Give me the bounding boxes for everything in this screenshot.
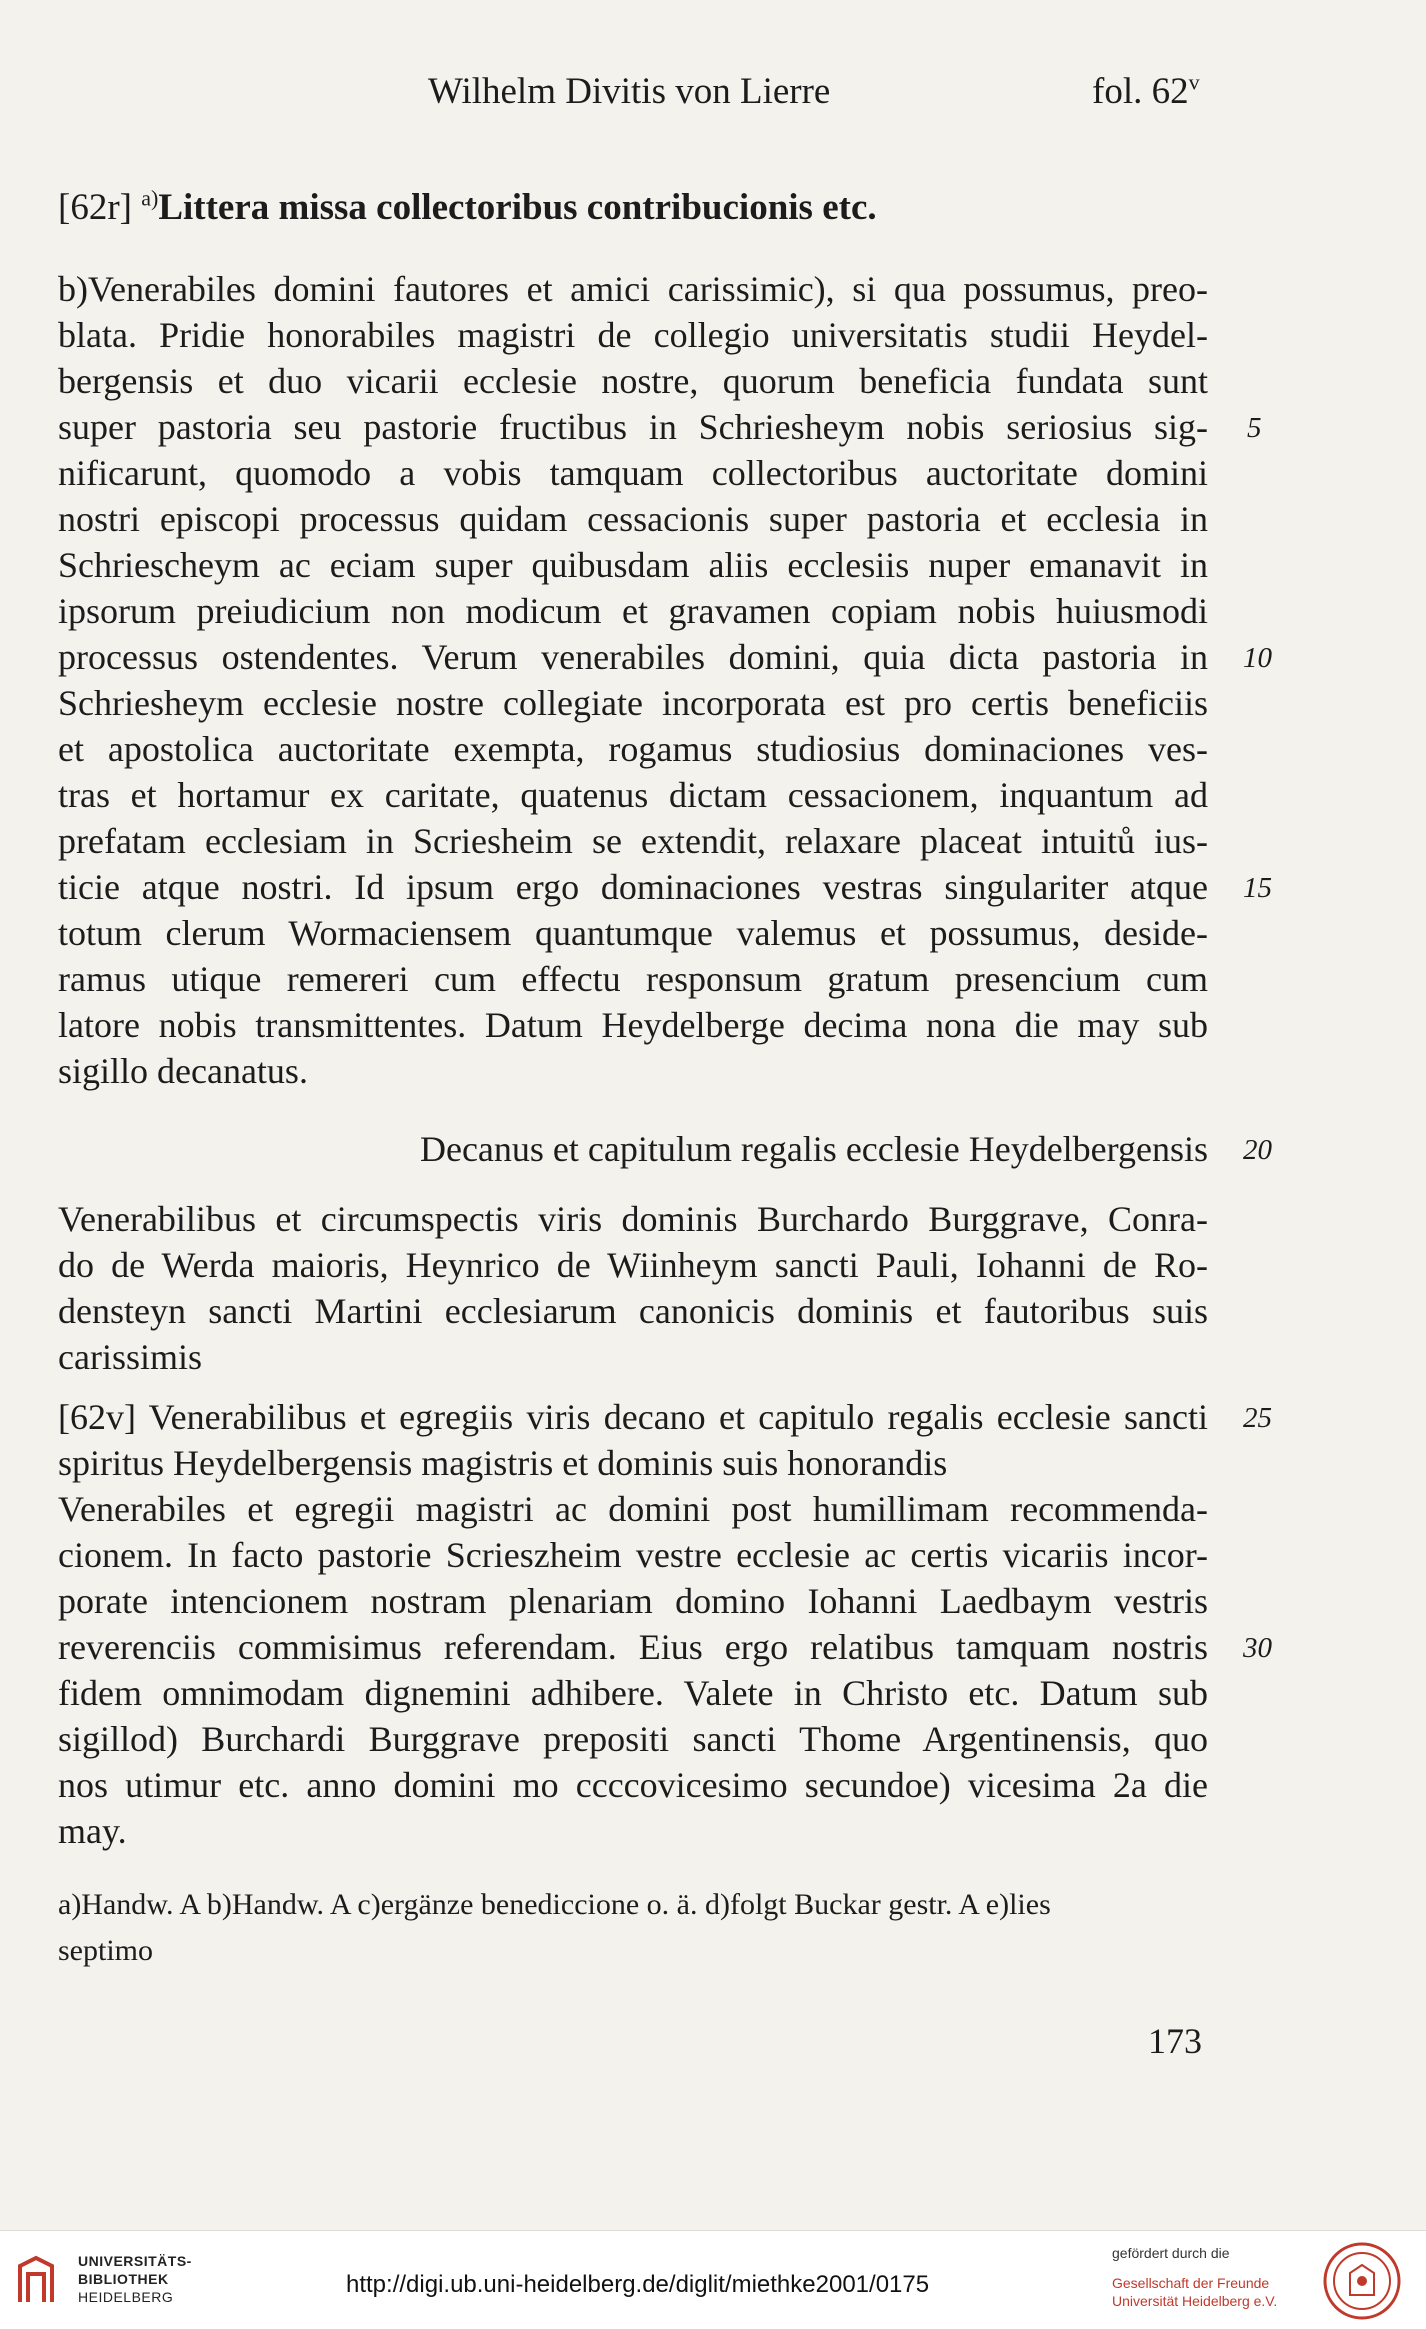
library-logo-icon (16, 2254, 56, 2306)
sponsor-line: Universität Heidelberg e.V. (1112, 2293, 1278, 2309)
text-line: Schriesheym ecclesie nostre collegiate incorporata est pro certis beneficiis (58, 683, 1208, 723)
line-number: 25 (1243, 1402, 1272, 1434)
library-name-line: HEIDELBERG (78, 2289, 174, 2305)
library-name-line: UNIVERSITÄTS- (78, 2253, 192, 2269)
library-name-line: BIBLIOTHEK (78, 2271, 169, 2287)
text-line: sigillod) Burchardi Burggrave prepositi sancti Thome Argentinensis, quo (58, 1719, 1208, 1759)
footnote-line: septimo (58, 1934, 153, 1967)
letter-title: [62r] $^{a)}$Littera missa collectoribus contribucionis etc. (58, 185, 877, 228)
text-line: fidem omnimodam dignemini adhibere. Valete in Christo etc. Datum sub (58, 1673, 1208, 1713)
line-number: 5 (1247, 412, 1262, 444)
running-header-title: Wilhelm Divitis von Lierre (428, 71, 831, 112)
text-line: Venerabilibus et circumspectis viris dominis Burchardo Burggrave, Conra- (58, 1199, 1208, 1239)
text-line: densteyn sancti Martini ecclesiarum canonicis dominis et fautoribus suis (58, 1291, 1208, 1331)
text-line: nostri episcopi processus quidam cessacionis super pastoria et ecclesia in (58, 499, 1208, 539)
sponsor-line: gefördert durch die (1112, 2245, 1230, 2261)
text-line: Venerabiles et egregii magistri ac domini post humillimam recommenda- (58, 1489, 1208, 1529)
text-line: prefatam ecclesiam in Scriesheim se extendit, relaxare placeat intuitů ius- (58, 821, 1208, 861)
text-line: nificarunt, quomodo a vobis tamquam collectoribus auctoritate domini (58, 453, 1208, 493)
text-line: ipsorum preiudicium non modicum et gravamen copiam nobis huiusmodi (58, 591, 1208, 631)
text-line: tras et hortamur ex caritate, quatenus dictam cessacionem, inquantum ad (58, 775, 1208, 815)
line-number: 10 (1243, 642, 1272, 674)
text-line: latore nobis transmittentes. Datum Heydelberge decima nona die may sub (58, 1005, 1208, 1045)
line-number: 15 (1243, 872, 1272, 904)
text-line: sigillo decanatus. (58, 1051, 308, 1091)
text-line: totum clerum Wormaciensem quantumque valemus et possumus, deside- (58, 913, 1208, 953)
text-line: may. (58, 1811, 127, 1851)
university-seal-icon (1322, 2241, 1402, 2321)
footer-bar (0, 2230, 1426, 2329)
sponsor-line: Gesellschaft der Freunde (1112, 2275, 1270, 2291)
signature-line: Decanus et capitulum regalis ecclesie Heydelbergensis (419, 1129, 1208, 1169)
text-line: ticie atque nostri. Id ipsum ergo dominaciones vestras singulariter atque (58, 867, 1208, 907)
footnote-line: a)Handw. A b)Handw. A c)ergänze benediccione o. ä. d)folgt Buckar gestr. A e)lies (58, 1888, 1051, 1921)
text-line: et apostolica auctoritate exempta, rogamus studiosius dominaciones ves- (58, 729, 1208, 769)
digital-url-link[interactable]: http://digi.ub.uni-heidelberg.de/diglit/miethke2001/0175 (346, 2271, 930, 2298)
text-line: carissimis (58, 1337, 202, 1377)
text-line: ramus utique remereri cum effectu responsum gratum presencium cum (58, 959, 1208, 999)
text-line: blata. Pridie honorabiles magistri de collegio universitatis studii Heydel- (58, 315, 1208, 355)
text-line: spiritus Heydelbergensis magistris et dominis suis honorandis (58, 1443, 948, 1483)
text-line: super pastoria seu pastorie fructibus in Schriesheym nobis seriosius sig- (58, 407, 1208, 447)
text-line: bergensis et duo vicarii ecclesie nostre, quorum beneficia fundata sunt (58, 361, 1208, 401)
text-line: processus ostendentes. Verum venerabiles domini, quia dicta pastoria in (58, 637, 1208, 677)
text-line: reverenciis commisimus referendam. Eius ergo relatibus tamquam nostris (58, 1627, 1208, 1667)
line-number: 30 (1243, 1632, 1272, 1664)
text-line: do de Werda maioris, Heynrico de Wiinheym sancti Pauli, Iohanni de Ro- (58, 1245, 1208, 1285)
folio-label: fol. 62$^v$ (1092, 69, 1200, 112)
text-line: [62v] Venerabilibus et egregiis viris decano et capitulo regalis ecclesie sancti (58, 1397, 1208, 1437)
text-line: cionem. In facto pastorie Scrieszheim vestre ecclesie ac certis vicariis incor- (58, 1535, 1208, 1575)
text-line: porate intencionem nostram plenariam domino Iohanni Laedbaym vestris (58, 1581, 1208, 1621)
page-number: 173 (1148, 2021, 1202, 2061)
line-number: 20 (1243, 1134, 1272, 1166)
text-line: nos utimur etc. anno domini mo ccccovicesimo secundoe) vicesima 2a die (58, 1765, 1208, 1805)
text-line: b)Venerabiles domini fautores et amici carissimic), si qua possumus, preo- (58, 269, 1208, 309)
text-line: Schriescheym ac eciam super quibusdam aliis ecclesiis nuper emanavit in (58, 545, 1208, 585)
